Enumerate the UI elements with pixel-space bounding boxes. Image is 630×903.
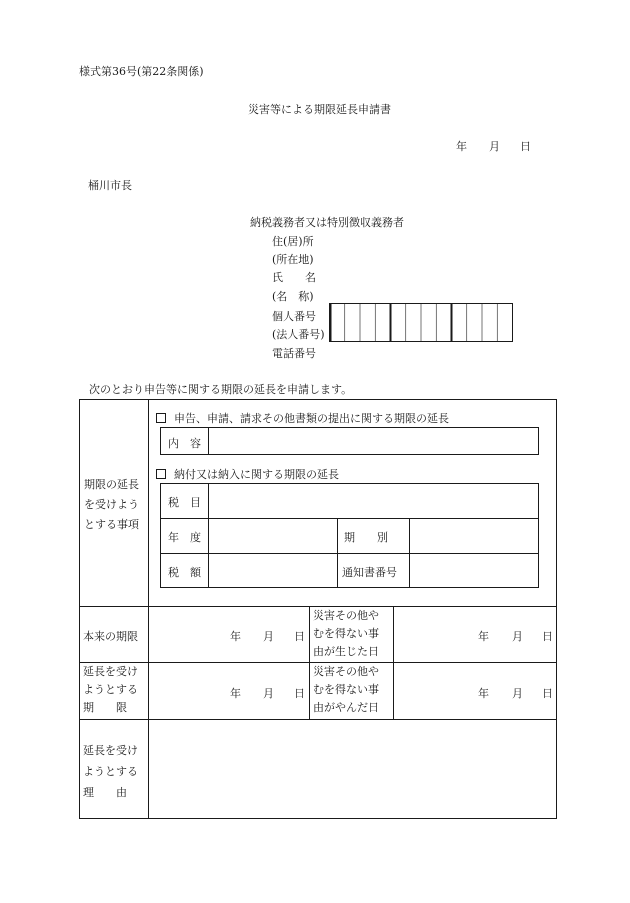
applicant-id-alt-label: (法人番号) xyxy=(272,328,325,341)
disaster-ended-label: 災害その他や むを得ない事 由がやんだ日 xyxy=(313,665,379,714)
addressee: 桶川市長 xyxy=(88,179,132,192)
intro-text: 次のとおり申告等に関する期限の延長を申請します。 xyxy=(89,383,353,396)
reason-label: 延長を受け ようとする 理 由 xyxy=(83,744,138,799)
period-label: 期 別 xyxy=(344,531,388,544)
applicant-name-alt-label: (名 称) xyxy=(272,290,314,303)
applicant-id-label: 個人番号 xyxy=(272,310,316,323)
form-number: 様式第36号(第22条関係) xyxy=(79,65,204,78)
date-month: 月 xyxy=(489,140,500,153)
content-label: 内 容 xyxy=(168,437,201,450)
option-payment-extension[interactable] xyxy=(156,466,339,482)
notice-number-label: 通知書番号 xyxy=(342,566,397,579)
fiscal-year-label: 年 度 xyxy=(168,531,201,544)
application-date xyxy=(450,138,540,152)
applicant-address-alt-label: (所在地) xyxy=(272,253,314,266)
document-title: 災害等による期限延長申請書 xyxy=(248,103,391,116)
id-number-boxes[interactable] xyxy=(329,303,514,343)
extension-item-label: 期限の延長 を受けよう とする事項 xyxy=(84,478,139,531)
payment-extension-checkbox[interactable] xyxy=(156,469,166,479)
original-deadline-label: 本来の期限 xyxy=(83,630,138,643)
filing-extension-label: 申告、申請、請求その他書類の提出に関する期限の延長 xyxy=(174,412,449,425)
date-day: 日 xyxy=(520,140,531,153)
option-filing-extension[interactable] xyxy=(156,410,449,426)
tax-amount-label: 税 額 xyxy=(168,566,201,579)
applicant-phone-label: 電話番号 xyxy=(272,347,316,360)
extended-deadline-label: 延長を受け ようとする 期 限 xyxy=(83,665,138,714)
content-field[interactable] xyxy=(160,427,539,455)
filing-extension-checkbox[interactable] xyxy=(156,413,166,423)
applicant-address-label: 住(居)所 xyxy=(272,235,314,248)
payment-extension-label: 納付又は納入に関する期限の延長 xyxy=(174,468,339,481)
reason-field[interactable] xyxy=(149,720,556,818)
applicant-name-label: 氏 名 xyxy=(272,271,316,284)
tax-item-label: 税 目 xyxy=(168,496,201,509)
disaster-occurred-label: 災害その他や むを得ない事 由が生じた日 xyxy=(313,609,379,658)
applicant-heading: 納税義務者又は特別徴収義務者 xyxy=(250,216,404,229)
date-year: 年 xyxy=(456,140,467,153)
